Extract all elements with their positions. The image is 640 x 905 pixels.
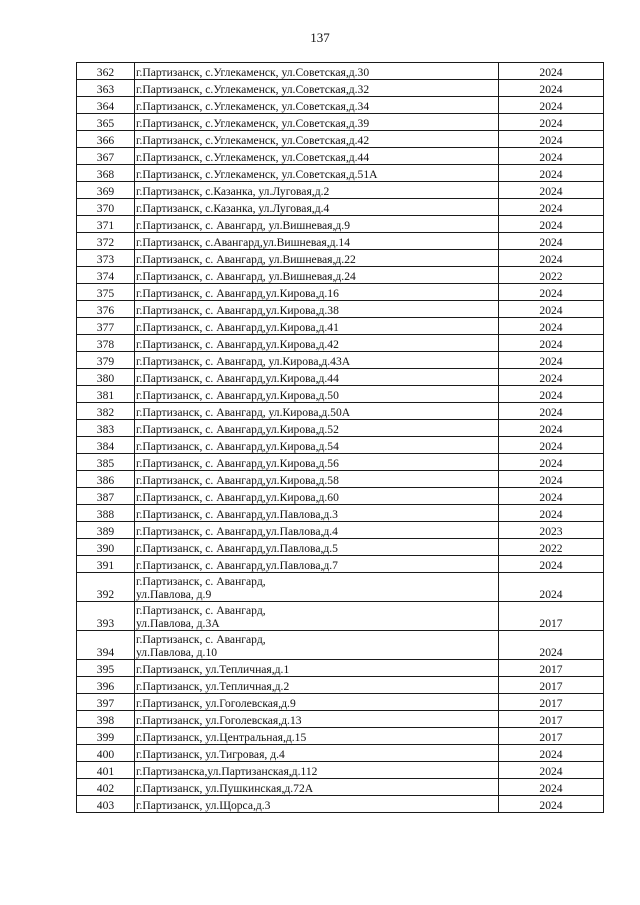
year-cell: 2024 [499,97,604,114]
row-number-cell: 397 [77,694,135,711]
address-line: г.Партизанск, ул.Щорса,д.3 [136,798,271,812]
table-row [77,165,604,182]
row-number-cell: 384 [77,437,135,454]
year-cell: 2024 [499,148,604,165]
address-line: г.Партизанск, с. Авангард,ул.Павлова,д.3 [136,507,338,521]
address-line: ул.Павлова, д.9 [136,587,212,601]
address-line: г.Партизанск, с. Авангард,ул.Кирова,д.41 [136,320,339,334]
row-number-cell: 379 [77,352,135,369]
table-row [77,745,604,762]
year-cell: 2024 [499,631,604,660]
year-cell: 2022 [499,539,604,556]
row-number-cell: 393 [77,602,135,631]
table-row [77,216,604,233]
row-number-cell: 396 [77,677,135,694]
row-number-cell: 370 [77,199,135,216]
table-row [77,250,604,267]
table-row [77,505,604,522]
table-row [77,318,604,335]
year-cell: 2024 [499,386,604,403]
address-line: г.Партизанск, с. Авангард,ул.Павлова,д.4 [136,524,338,538]
row-number-cell: 382 [77,403,135,420]
address-cell [135,63,499,80]
address-line: г.Партизанска,ул.Партизанская,д.112 [136,764,318,778]
address-line: г.Партизанск, ул.Гоголевская,д.13 [136,713,302,727]
table-row [77,437,604,454]
row-number-cell: 374 [77,267,135,284]
year-cell: 2024 [499,403,604,420]
address-line: г.Партизанск, ул.Пушкинская,д.72А [136,781,314,795]
year-cell: 2017 [499,728,604,745]
address-cell [135,660,499,677]
address-cell [135,386,499,403]
year-cell: 2024 [499,573,604,602]
address-cell [135,631,499,660]
address-line: г.Партизанск, с. Авангард,ул.Кирова,д.54 [136,439,339,453]
row-number-cell: 377 [77,318,135,335]
table-row [77,471,604,488]
row-number-cell: 386 [77,471,135,488]
address-line: г.Партизанск, с.Углекаменск, ул.Советская,д.32 [136,82,370,96]
year-cell: 2024 [499,505,604,522]
table-row [77,403,604,420]
table-row [77,677,604,694]
row-number-cell: 367 [77,148,135,165]
address-line: г.Партизанск, ул.Тепличная,д.2 [136,679,290,693]
table-row [77,182,604,199]
row-number-cell: 389 [77,522,135,539]
address-cell [135,318,499,335]
year-cell: 2024 [499,471,604,488]
row-number-cell: 402 [77,779,135,796]
address-line: г.Партизанск, с.Углекаменск, ул.Советская,д.42 [136,133,370,147]
table-row [77,131,604,148]
address-line: г.Партизанск, с.Углекаменск, ул.Советская,д.51А [136,167,378,181]
year-cell: 2024 [499,199,604,216]
address-cell [135,165,499,182]
year-cell: 2024 [499,779,604,796]
address-line: г.Партизанск, с. Авангард,ул.Павлова,д.5 [136,541,338,555]
table-row [77,488,604,505]
address-line: г.Партизанск, с.Углекаменск, ул.Советская,д.44 [136,150,370,164]
year-cell: 2017 [499,694,604,711]
year-cell: 2024 [499,114,604,131]
address-line: г.Партизанск, с. Авангард,ул.Кирова,д.50 [136,388,339,402]
row-number-cell: 363 [77,80,135,97]
year-cell: 2017 [499,660,604,677]
address-cell [135,796,499,813]
row-number-cell: 365 [77,114,135,131]
address-cell [135,369,499,386]
table-row [77,97,604,114]
address-line: г.Партизанск, ул.Гоголевская,д.9 [136,696,296,710]
year-cell: 2024 [499,63,604,80]
address-cell [135,80,499,97]
year-cell: 2024 [499,437,604,454]
year-cell: 2024 [499,556,604,573]
address-line: г.Партизанск, с.Углекаменск, ул.Советская,д.34 [136,99,370,113]
year-cell: 2024 [499,233,604,250]
table-row [77,694,604,711]
address-line: г.Партизанск, с.Углекаменск, ул.Советская,д.39 [136,116,370,130]
address-line: ул.Павлова, д.3А [136,616,220,630]
page-number: 137 [310,30,330,45]
row-number-cell: 401 [77,762,135,779]
row-number-cell: 388 [77,505,135,522]
year-cell: 2024 [499,318,604,335]
address-line: г.Партизанск, с. Авангард,ул.Кирова,д.16 [136,286,339,300]
table-row [77,660,604,677]
address-cell [135,522,499,539]
row-number-cell: 380 [77,369,135,386]
year-cell: 2017 [499,602,604,631]
address-line: г.Партизанск, с. Авангард, ул.Вишневая,д.9 [136,218,350,232]
address-cell [135,779,499,796]
table-row [77,199,604,216]
address-cell [135,556,499,573]
address-cell [135,250,499,267]
address-cell [135,114,499,131]
year-cell: 2017 [499,711,604,728]
address-line: г.Партизанск, с. Авангард, ул.Кирова,д.43А [136,354,351,368]
address-line: г.Партизанск, с.Углекаменск, ул.Советская,д.30 [136,65,370,79]
year-cell: 2024 [499,745,604,762]
address-cell [135,505,499,522]
row-number-cell: 385 [77,454,135,471]
address-cell [135,762,499,779]
address-line: г.Партизанск, ул.Центральная,д.15 [136,730,307,744]
table-row [77,728,604,745]
row-number-cell: 383 [77,420,135,437]
row-number-cell: 392 [77,573,135,602]
year-cell: 2024 [499,80,604,97]
row-number-cell: 403 [77,796,135,813]
table-row [77,779,604,796]
address-cell [135,437,499,454]
address-cell [135,199,499,216]
table-row [77,796,604,813]
table-row [77,301,604,318]
row-number-cell: 400 [77,745,135,762]
row-number-cell: 387 [77,488,135,505]
table-row [77,114,604,131]
registry-table-body [77,63,604,813]
year-cell: 2024 [499,420,604,437]
housing-registry-table [76,62,604,813]
row-number-cell: 394 [77,631,135,660]
year-cell: 2024 [499,182,604,199]
year-cell: 2024 [499,301,604,318]
table-row [77,267,604,284]
address-line: г.Партизанск, с. Авангард,ул.Кирова,д.38 [136,303,339,317]
address-cell [135,694,499,711]
year-cell: 2017 [499,677,604,694]
address-cell [135,216,499,233]
address-cell [135,352,499,369]
table-row [77,335,604,352]
year-cell: 2024 [499,216,604,233]
row-number-cell: 381 [77,386,135,403]
year-cell: 2024 [499,284,604,301]
address-line: г.Партизанск, с. Авангард, ул.Кирова,д.50А [136,405,351,419]
table-row [77,573,604,602]
row-number-cell: 373 [77,250,135,267]
row-number-cell: 362 [77,63,135,80]
address-cell [135,728,499,745]
table-row [77,63,604,80]
year-cell: 2024 [499,796,604,813]
address-line: г.Партизанск, с. Авангард, [136,575,266,589]
year-cell: 2024 [499,335,604,352]
year-cell: 2024 [499,250,604,267]
address-line: г.Партизанск, с. Авангард,ул.Кирова,д.58 [136,473,339,487]
year-cell: 2023 [499,522,604,539]
address-cell [135,233,499,250]
address-line: г.Партизанск, ул.Тигровая, д.4 [136,747,285,761]
address-cell [135,301,499,318]
address-cell [135,745,499,762]
table-row [77,711,604,728]
address-cell [135,284,499,301]
row-number-cell: 399 [77,728,135,745]
table-row [77,762,604,779]
address-line: г.Партизанск, с. Авангард,ул.Кирова,д.44 [136,371,339,385]
table-row [77,233,604,250]
table-row [77,80,604,97]
address-line: г.Партизанск, с.Казанка, ул.Луговая,д.4 [136,201,330,215]
address-line: г.Партизанск, с. Авангард, ул.Вишневая,д.24 [136,269,356,283]
address-cell [135,602,499,631]
row-number-cell: 391 [77,556,135,573]
table-row [77,352,604,369]
table-row [77,631,604,660]
address-cell [135,97,499,114]
address-line: г.Партизанск, с. Авангард, [136,604,266,618]
table-row [77,522,604,539]
year-cell: 2024 [499,352,604,369]
row-number-cell: 368 [77,165,135,182]
year-cell: 2024 [499,488,604,505]
year-cell: 2022 [499,267,604,284]
table-row [77,454,604,471]
address-line: г.Партизанск, ул.Тепличная,д.1 [136,662,290,676]
address-line: ул.Павлова, д.10 [136,645,218,659]
address-cell [135,267,499,284]
table-row [77,420,604,437]
table-row [77,556,604,573]
year-cell: 2024 [499,369,604,386]
address-cell [135,182,499,199]
address-cell [135,488,499,505]
table-row [77,284,604,301]
row-number-cell: 398 [77,711,135,728]
address-cell [135,711,499,728]
table-row [77,602,604,631]
address-line: г.Партизанск, с.Авангард,ул.Вишневая,д.14 [136,235,350,249]
table-row [77,369,604,386]
row-number-cell: 369 [77,182,135,199]
address-line: г.Партизанск, с.Казанка, ул.Луговая,д.2 [136,184,330,198]
row-number-cell: 364 [77,97,135,114]
address-line: г.Партизанск, с. Авангард, ул.Вишневая,д.22 [136,252,356,266]
address-cell [135,677,499,694]
address-line: г.Партизанск, с. Авангард,ул.Кирова,д.56 [136,456,339,470]
year-cell: 2024 [499,454,604,471]
address-line: г.Партизанск, с. Авангард, [136,633,266,647]
year-cell: 2024 [499,165,604,182]
row-number-cell: 395 [77,660,135,677]
address-cell [135,131,499,148]
year-cell: 2024 [499,131,604,148]
address-cell [135,403,499,420]
address-cell [135,539,499,556]
row-number-cell: 371 [77,216,135,233]
address-cell [135,420,499,437]
address-cell [135,335,499,352]
address-line: г.Партизанск, с. Авангард,ул.Кирова,д.52 [136,422,339,436]
row-number-cell: 390 [77,539,135,556]
row-number-cell: 366 [77,131,135,148]
table-row [77,148,604,165]
row-number-cell: 372 [77,233,135,250]
address-cell [135,471,499,488]
row-number-cell: 378 [77,335,135,352]
row-number-cell: 376 [77,301,135,318]
table-row [77,386,604,403]
address-line: г.Партизанск, с. Авангард,ул.Кирова,д.60 [136,490,339,504]
address-cell [135,454,499,471]
address-cell [135,573,499,602]
address-cell [135,148,499,165]
address-line: г.Партизанск, с. Авангард,ул.Павлова,д.7 [136,558,338,572]
row-number-cell: 375 [77,284,135,301]
table-row [77,539,604,556]
address-line: г.Партизанск, с. Авангард,ул.Кирова,д.42 [136,337,339,351]
year-cell: 2024 [499,762,604,779]
